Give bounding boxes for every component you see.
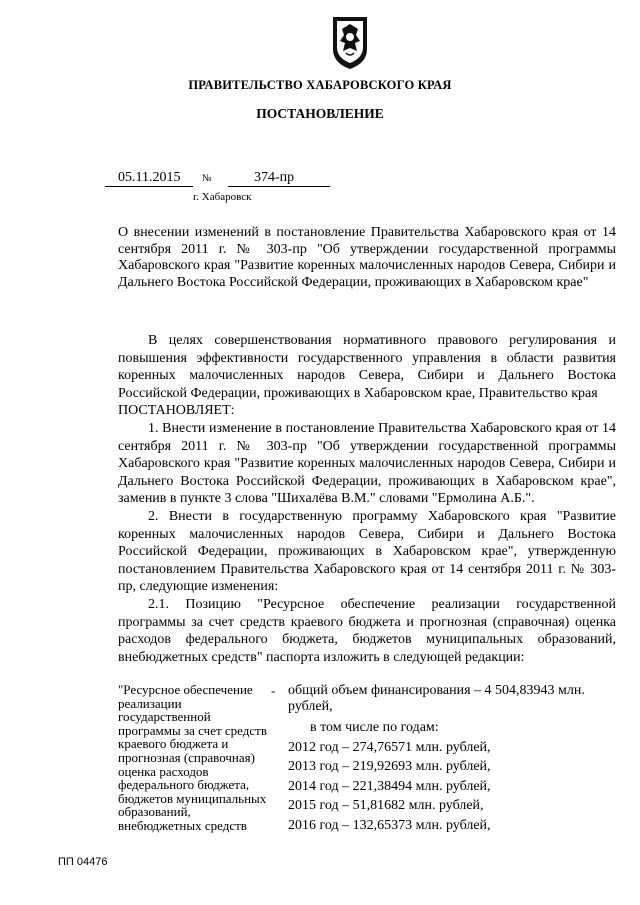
decree-body xyxy=(118,332,616,666)
item-2-paragraph: 2. Внести в государственную программу Хабаровского края "Развитие коренных малочисленных народов Севера, Сибири и Дальнего Востока Российской Федерации, проживающих в Хабаровском крае", утвержденную постановлением Правительства Хабаровского края от 14 сентября 2011 г. № 303-пр, следующие изменения: xyxy=(118,508,616,595)
date-underline xyxy=(105,186,193,187)
item-2-1-paragraph: 2.1. Позицию "Ресурсное обеспечение реализации государственной программы за счет средств краевого бюджета и прогнозная (справочная) оценка расходов федерального бюджета, бюджетов муниципальных образований, внебюджетных средств" паспорта изложить в следующей редакции: xyxy=(118,596,616,665)
year-line: 2016 год – 132,65373 млн. рублей, xyxy=(288,817,491,833)
passport-row-dash: - xyxy=(271,683,276,698)
resolves-word: ПОСТАНОВЛЯЕТ: xyxy=(118,403,235,419)
number-sign: № xyxy=(202,173,212,184)
coat-of-arms-icon xyxy=(330,13,370,71)
item-1-paragraph: 1. Внести изменение в постановление Правительства Хабаровского края от 14 сентября 2011 г. № 303-пр "Об утверждении государственной программы Хабаровского края "Развитие коренных малочисленных народов Севера, Сибири и Дальнего Востока Российской Федерации, проживающих в Хабаровском крае", заменив в пункте 3 слова "Шихалёва В.М." словами "Ермолина А.Б.". xyxy=(118,420,616,507)
year-line: 2012 год – 274,76571 млн. рублей, xyxy=(288,739,491,755)
year-line: 2014 год – 221,38494 млн. рублей, xyxy=(288,778,491,794)
decree-subject: О внесении изменений в постановление Правительства Хабаровского края от 14 сентября 2011 г. № 303-пр "Об утверждении государственной программы Хабаровского края "Развитие коренных малочисленных народов Севера, Сибири и Дальнего Востока Российской Федерации, проживающих в Хабаровском крае" xyxy=(118,225,616,290)
year-line: 2013 год – 219,92693 млн. рублей, xyxy=(288,759,491,774)
document-type: ПОСТАНОВЛЕНИЕ xyxy=(256,106,384,121)
government-name: ПРАВИТЕЛЬСТВО ХАБАРОВСКОГО КРАЯ xyxy=(188,78,452,92)
total-funding: общий объем финансирования – 4 504,83943 млн. рублей, xyxy=(288,683,585,714)
year-line: 2015 год – 51,81682 млн. рублей, xyxy=(288,798,484,813)
passport-row-value xyxy=(288,683,616,835)
passport-row-label: "Ресурсное обеспечение реализации государственной программы за счет средств краевого бюджета и прогнозная (справочная) оценка расходов федерального бюджета, бюджетов муниципальных образований, внебюджетных средств xyxy=(118,682,267,833)
preamble-paragraph: В целях совершенствования нормативного правового регулирования и повышения эффективности государственного управления в области развития коренных малочисленных народов Севера, Сибири и Дальнего Востока Российской Федерации, проживающих в Хабаровском крае, Правительство края xyxy=(118,333,616,401)
decree-number: 374-пр xyxy=(254,170,295,185)
document-code: ПП 04476 xyxy=(58,856,108,868)
by-years-label: в том числе по годам: xyxy=(310,720,439,735)
decree-date: 05.11.2015 xyxy=(118,170,181,185)
city-name: г. Хабаровск xyxy=(193,191,252,203)
number-underline xyxy=(228,186,330,187)
